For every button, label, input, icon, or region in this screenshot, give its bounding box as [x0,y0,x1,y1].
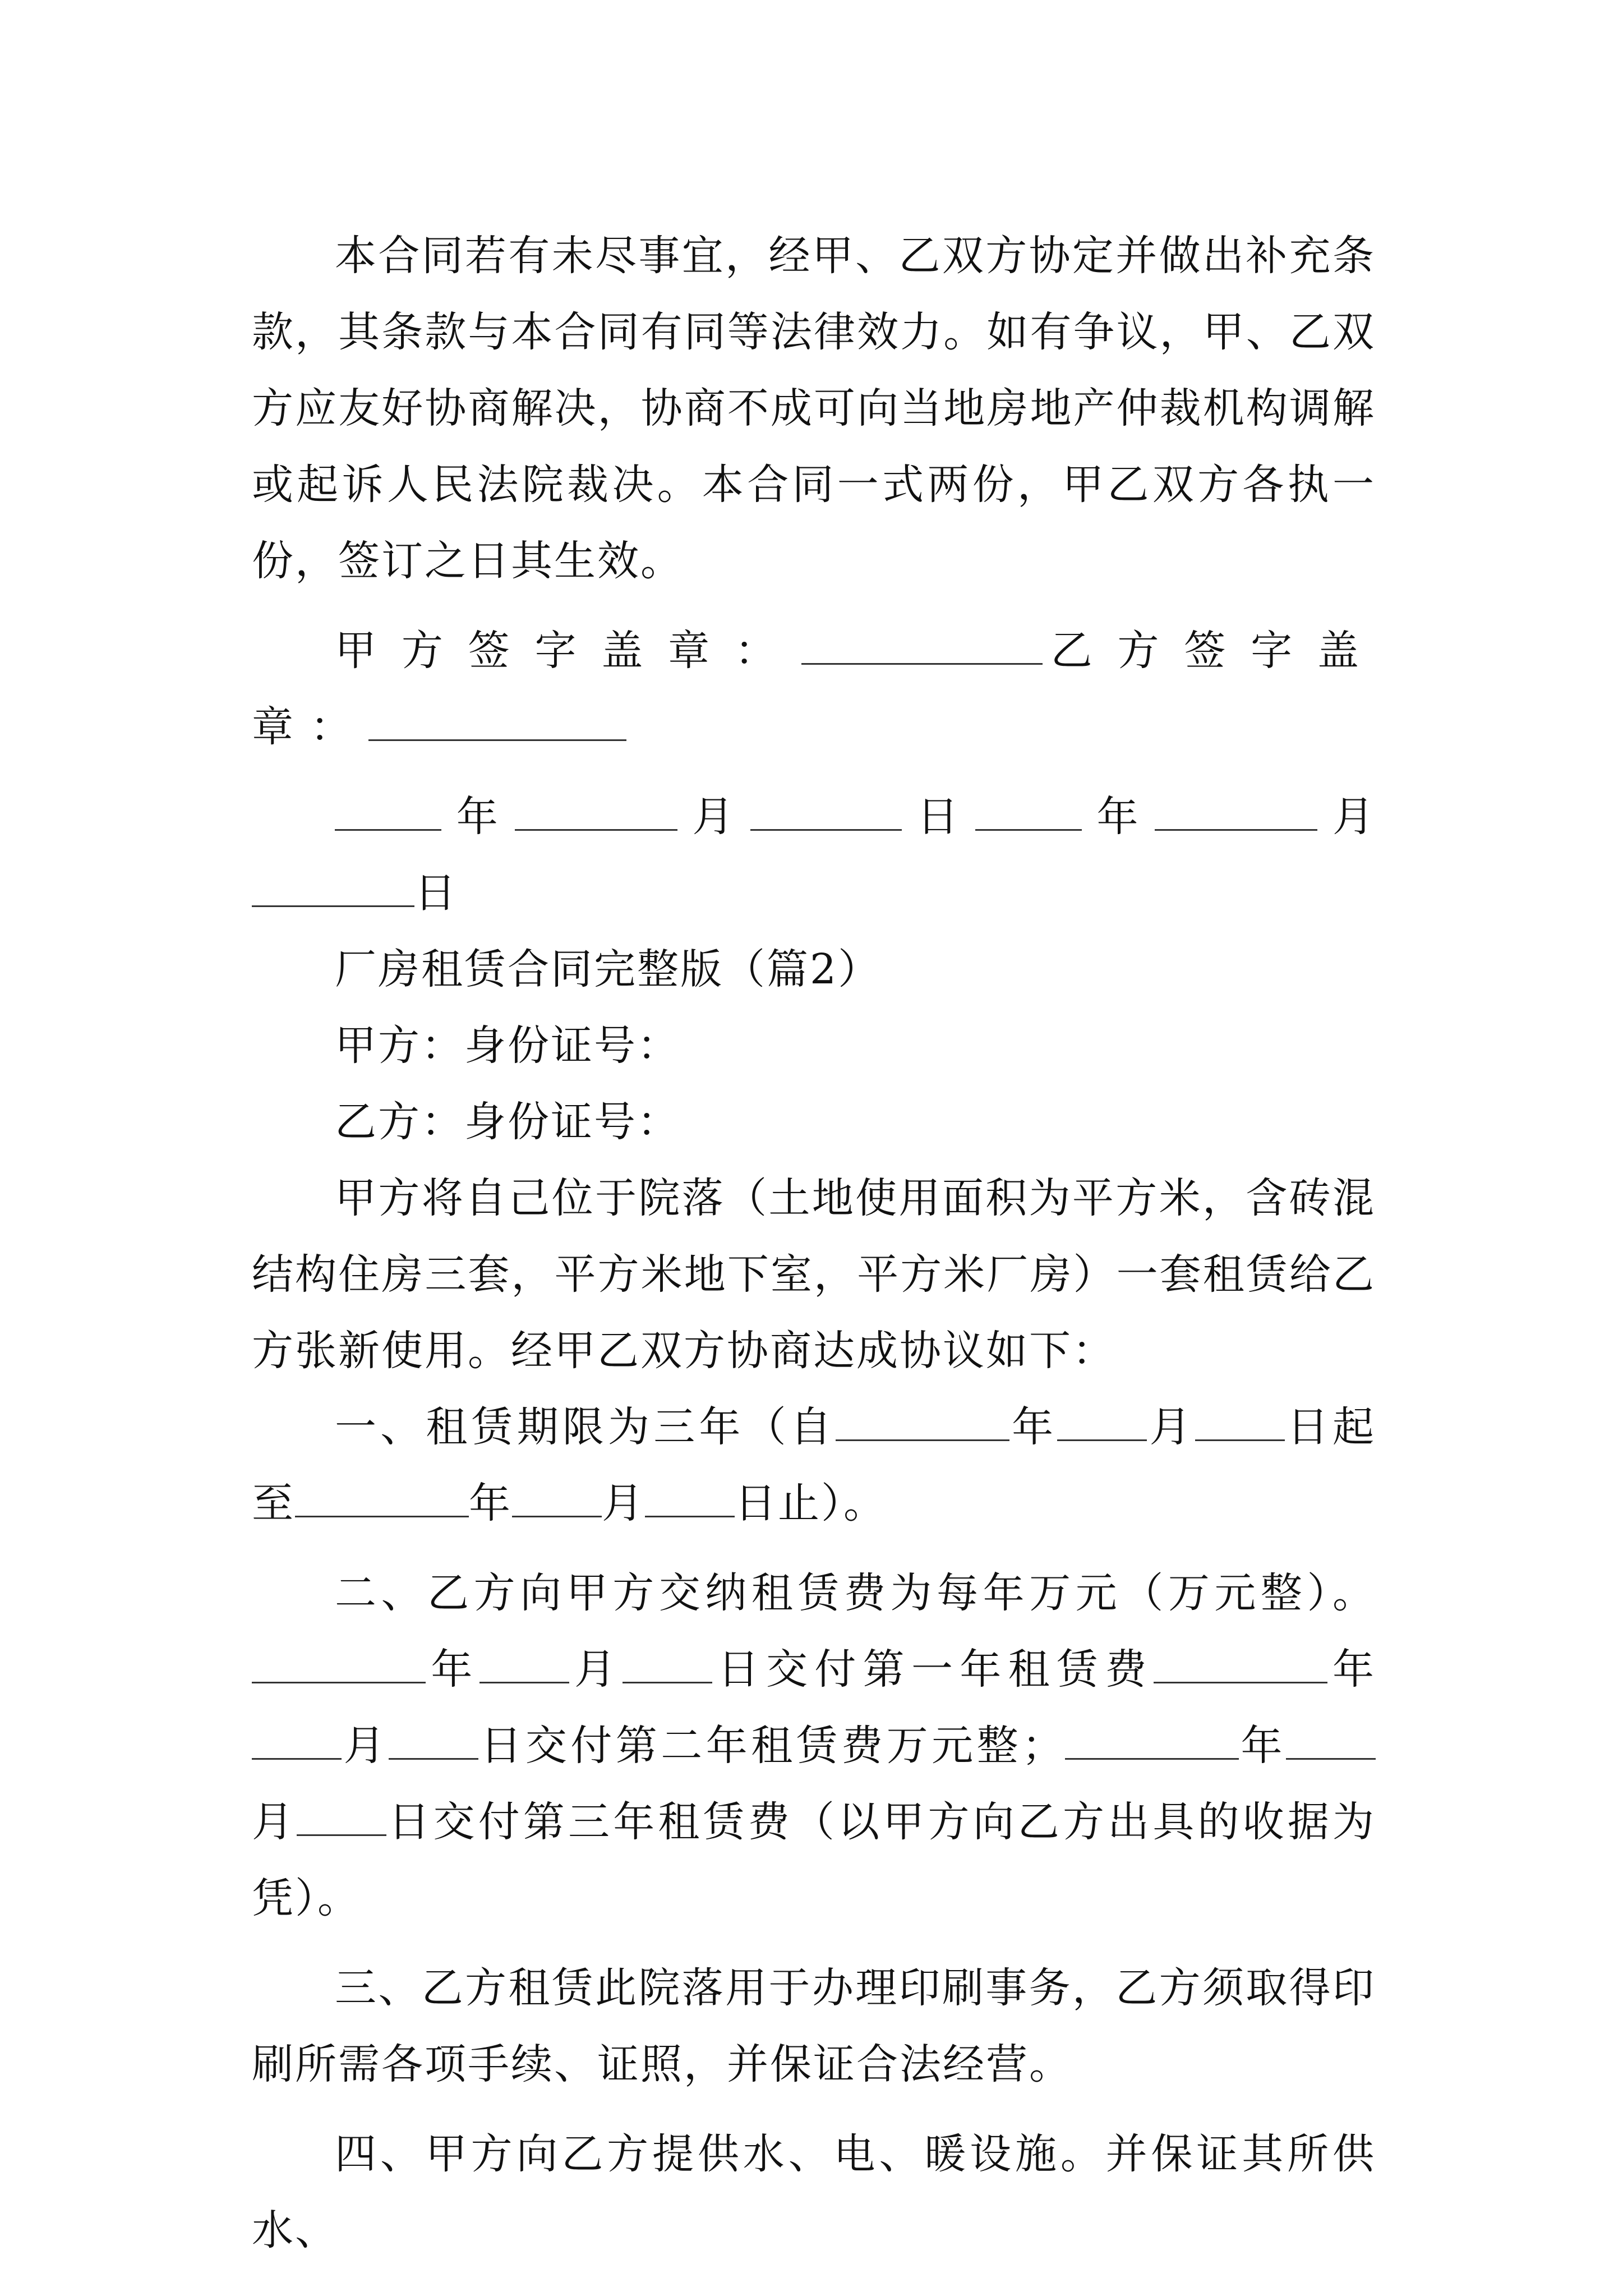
month-label: 月 [252,1798,297,1846]
blank [645,1482,735,1517]
blank [515,795,677,831]
blank [297,1801,386,1836]
month-label: 月 [342,1722,389,1770]
year-label: 年 [1239,1722,1287,1770]
day-label: 日 [414,869,458,917]
blank [1155,795,1317,831]
party-b-signature-label: 乙方签字盖章： [252,627,1376,751]
blank [1154,1648,1327,1683]
signature-line [252,613,1376,765]
blank [1057,1406,1147,1441]
clause-text: 日起至 [252,1403,1376,1527]
party-a-id-line: 甲方：身份证号： [335,1022,680,1070]
signature-date-line [252,779,1376,931]
blank [252,872,414,907]
blank [252,1648,426,1683]
party-b-id-line: 乙方：身份证号： [335,1098,680,1146]
party-a-signature-label: 甲方签字盖章： [335,627,801,675]
contract-title: 厂房租赁合同完整版（篇2） [335,945,882,993]
blank [1195,1406,1285,1441]
year-label: 年 [441,793,515,841]
day-label: 日 [902,793,975,841]
year-label: 年 [1009,1403,1058,1451]
clause-text: 二、乙方向甲方交纳租赁费为每年万元（万元整）。 [335,1569,1376,1617]
year-label: 年 [469,1479,512,1527]
paragraph-intro: 甲方将自己位于院落（土地使用面积为平方米，含砖混结构住房三套，平方米地下室，平方米厂房）一套租赁给乙方张新使用。经甲乙双方协商达成协议如下： [252,1174,1376,1375]
clause-text: 日交付第二年租赁费万元整； [478,1722,1066,1770]
month-label: 月 [677,793,751,841]
blank [389,1724,478,1760]
month-label: 月 [1147,1403,1195,1451]
blank [479,1648,569,1683]
year-label: 年 [1327,1645,1376,1694]
clause-text: 日交付第一年租赁费 [712,1645,1154,1694]
clause-3-usage: 三、乙方租赁此院落用于办理印刷事务，乙方须取得印刷所需各项手续、证照，并保证合法经营。 [252,1964,1376,2088]
month-label: 月 [602,1479,645,1527]
clause-4-utilities: 四、甲方向乙方提供水、电、暖设施。并保证其所供水、 [252,2130,1376,2254]
blank [512,1482,602,1517]
document-body [252,218,1376,2269]
blank [335,795,441,831]
blank [836,1406,1009,1441]
blank [750,795,902,831]
blank [252,1724,342,1760]
blank [295,1482,469,1517]
clause-text: 一、租赁期限为三年（自 [335,1403,836,1451]
clause-1-lease-term [252,1389,1376,1542]
paragraph-supplementary-terms: 本合同若有未尽事宜，经甲、乙双方协定并做出补充条款，其条款与本合同有同等法律效力。如有争议，甲、乙双方应友好协商解决，协商不成可向当地房地产仲裁机构调解或起诉人民法院裁决。本合同一式两份，甲乙双方各执一份，签订之日其生效。 [252,232,1376,585]
blank [975,795,1082,831]
month-label: 月 [1317,793,1376,841]
blank [1286,1724,1376,1760]
clause-2-rent [252,1555,1376,1936]
blank [1065,1724,1239,1760]
blank [623,1648,712,1683]
year-label: 年 [1081,793,1155,841]
clause-text: 日交付第三年租赁费（以甲方向乙方出具的收据为凭）。 [252,1798,1376,1922]
year-label: 年 [426,1645,479,1694]
party-a-signature-blank [801,629,1043,665]
party-b-signature-blank [368,706,626,741]
clause-text: 日止）。 [735,1479,887,1527]
month-label: 月 [569,1645,623,1694]
